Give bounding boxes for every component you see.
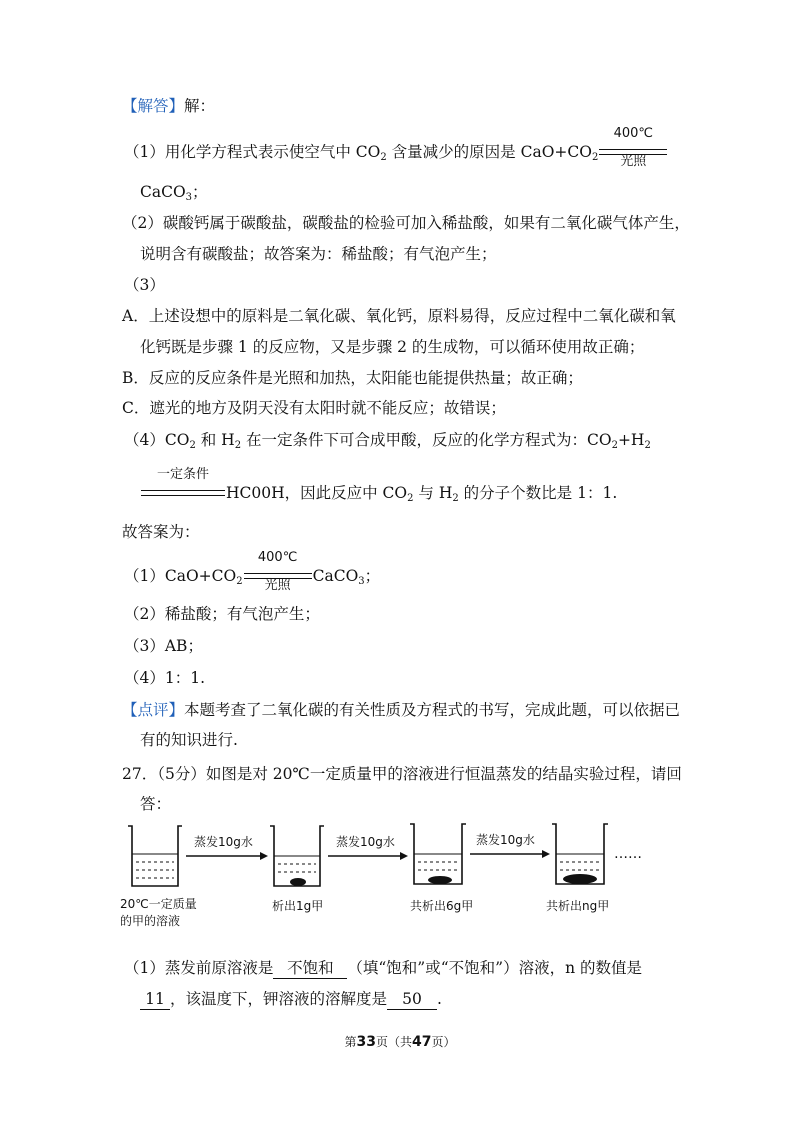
page-footer: [0, 1033, 800, 1050]
arrow-label-1: 蒸发10g水: [194, 835, 253, 849]
comment-line2: 有的知识进行.: [140, 731, 238, 749]
evaporation-figure: [118, 816, 678, 936]
part1-prefix: （1）用化学方程式表示使空气中 CO: [124, 143, 381, 161]
arrow-icon: [328, 852, 408, 860]
text: ，该温度下，钾溶液的溶解度是: [170, 990, 388, 1008]
reaction-condition: [244, 550, 312, 593]
caption-beaker-3: 共析出ng甲: [546, 899, 610, 913]
equals-bar: [141, 490, 225, 496]
subscript: 2: [236, 576, 243, 587]
comment-tag: 【点评】: [122, 701, 185, 719]
continuation-dots: ……: [614, 846, 642, 862]
subscript: 2: [407, 493, 414, 504]
product: CaCO: [312, 567, 359, 585]
part3-a-line2: 化钙既是步骤 1 的反应物，又是步骤 2 的生成物，可以循环使用故正确；: [140, 338, 645, 356]
summary-answer-4: （4）1：1.: [124, 669, 206, 687]
arrow-label-2: 蒸发10g水: [336, 835, 395, 849]
answer-prefix: 解：: [184, 97, 216, 115]
subscript: 2: [234, 440, 242, 451]
text: .: [437, 990, 442, 1008]
text: （4）CO: [124, 431, 190, 449]
subscript: 3: [185, 192, 193, 203]
summary-answer-3: （3）AB；: [124, 637, 203, 655]
part1-product-line: [140, 182, 208, 202]
subscript: 2: [452, 493, 459, 504]
arrow-label-3: 蒸发10g水: [476, 833, 535, 847]
answer-blank-saturation: 不饱和: [273, 958, 347, 979]
text: （1）蒸发前原溶液是: [124, 959, 274, 977]
footer-text: 第: [344, 1035, 357, 1049]
answer-blank-n: 11: [140, 989, 170, 1010]
subscript: 2: [611, 440, 618, 451]
beaker-icon: [128, 826, 182, 886]
text: 在一定条件下可合成甲酸，反应的化学方程式为：CO: [241, 431, 612, 449]
subscript: 2: [380, 152, 387, 163]
text: （1）CaO+CO: [124, 567, 237, 585]
condition-top: 一定条件: [156, 467, 209, 482]
part3-b-line: B．反应的反应条件是光照和加热，太阳能也能提供热量；故正确；: [122, 369, 583, 387]
caption-beaker-1: 析出1g甲: [272, 899, 324, 913]
condition-bottom: 光照: [264, 578, 291, 593]
beaker-icon: [410, 824, 466, 884]
comment-text: 本题考查了二氧化碳的有关性质及方程式的书写，完成此题，可以依据已: [184, 701, 681, 719]
condition-bottom: 光照: [620, 154, 647, 169]
part3-label: （3）: [124, 276, 165, 294]
part4-line2: [140, 467, 618, 504]
summary-answer-1: [124, 550, 381, 593]
punct: ；: [192, 183, 208, 201]
part3-a-line1: A．上述设想中的原料是二氧化碳、氧化钙，原料易得，反应过程中二氧化碳和氧: [122, 307, 676, 325]
footer-text: 页）: [431, 1035, 456, 1049]
subscript: 2: [644, 440, 651, 451]
answer-blank-solubility: 50: [387, 989, 437, 1010]
footer-text: 页（共: [375, 1035, 412, 1049]
q27-line2: 答：: [140, 795, 172, 813]
text: 与 H: [413, 484, 453, 502]
subscript: 3: [358, 576, 365, 587]
caption-initial-line2: 的甲的溶液: [120, 914, 181, 928]
text: （填“饱和”或“不饱和”）溶液，n 的数值是: [347, 959, 642, 977]
part3-c-line: C．遮光的地方及阴天没有太阳时就不能反应；故错误；: [122, 399, 506, 417]
beaker-icon: [270, 826, 324, 886]
arrow-icon: [470, 850, 550, 858]
summary-answer-2: （2）稀盐酸；有气泡产生；: [124, 605, 320, 623]
text: +H: [617, 431, 645, 449]
summary-title: 故答案为：: [122, 523, 200, 541]
answer-tag: 【解答】: [122, 97, 185, 115]
product: CaCO: [140, 183, 186, 201]
caption-beaker-2: 共析出6g甲: [410, 899, 474, 913]
total-pages: 47: [412, 1034, 432, 1050]
beaker-icon: [552, 824, 608, 884]
answer-header: [122, 96, 215, 116]
text: 和 H: [195, 431, 235, 449]
punct: ；: [364, 567, 381, 585]
part4-line1: [124, 430, 651, 450]
condition-top: 400℃: [613, 126, 654, 141]
reaction-condition: [141, 467, 225, 502]
part2-line1: （2）碳酸钙属于碳酸盐，碳酸盐的检验可加入稀盐酸，如果有二氧化碳气体产生，: [122, 214, 690, 232]
q27-1-line2: [140, 989, 442, 1010]
q27-1-line1: [124, 958, 642, 979]
part1-line: [124, 126, 668, 169]
q27-line1: 27．（5分）如图是对 20℃一定质量甲的溶液进行恒温蒸发的结晶实验过程，请回: [122, 765, 682, 783]
subscript: 2: [591, 152, 599, 163]
part1-mid: 含量减少的原因是 CaO+CO: [386, 143, 592, 161]
page-number: 33: [356, 1034, 376, 1050]
condition-top: 400℃: [257, 550, 298, 565]
reaction-condition: [599, 126, 667, 169]
text: 的分子个数比是 1：1.: [458, 484, 618, 502]
caption-initial-line1: 20℃一定质量: [120, 897, 197, 911]
comment-line1: [122, 700, 680, 720]
part2-line2: 说明含有碳酸盐；故答案为：稀盐酸；有气泡产生；: [140, 245, 497, 263]
arrow-icon: [186, 852, 268, 860]
subscript: 2: [189, 440, 196, 451]
text: HC00H，因此反应中 CO: [226, 484, 408, 502]
